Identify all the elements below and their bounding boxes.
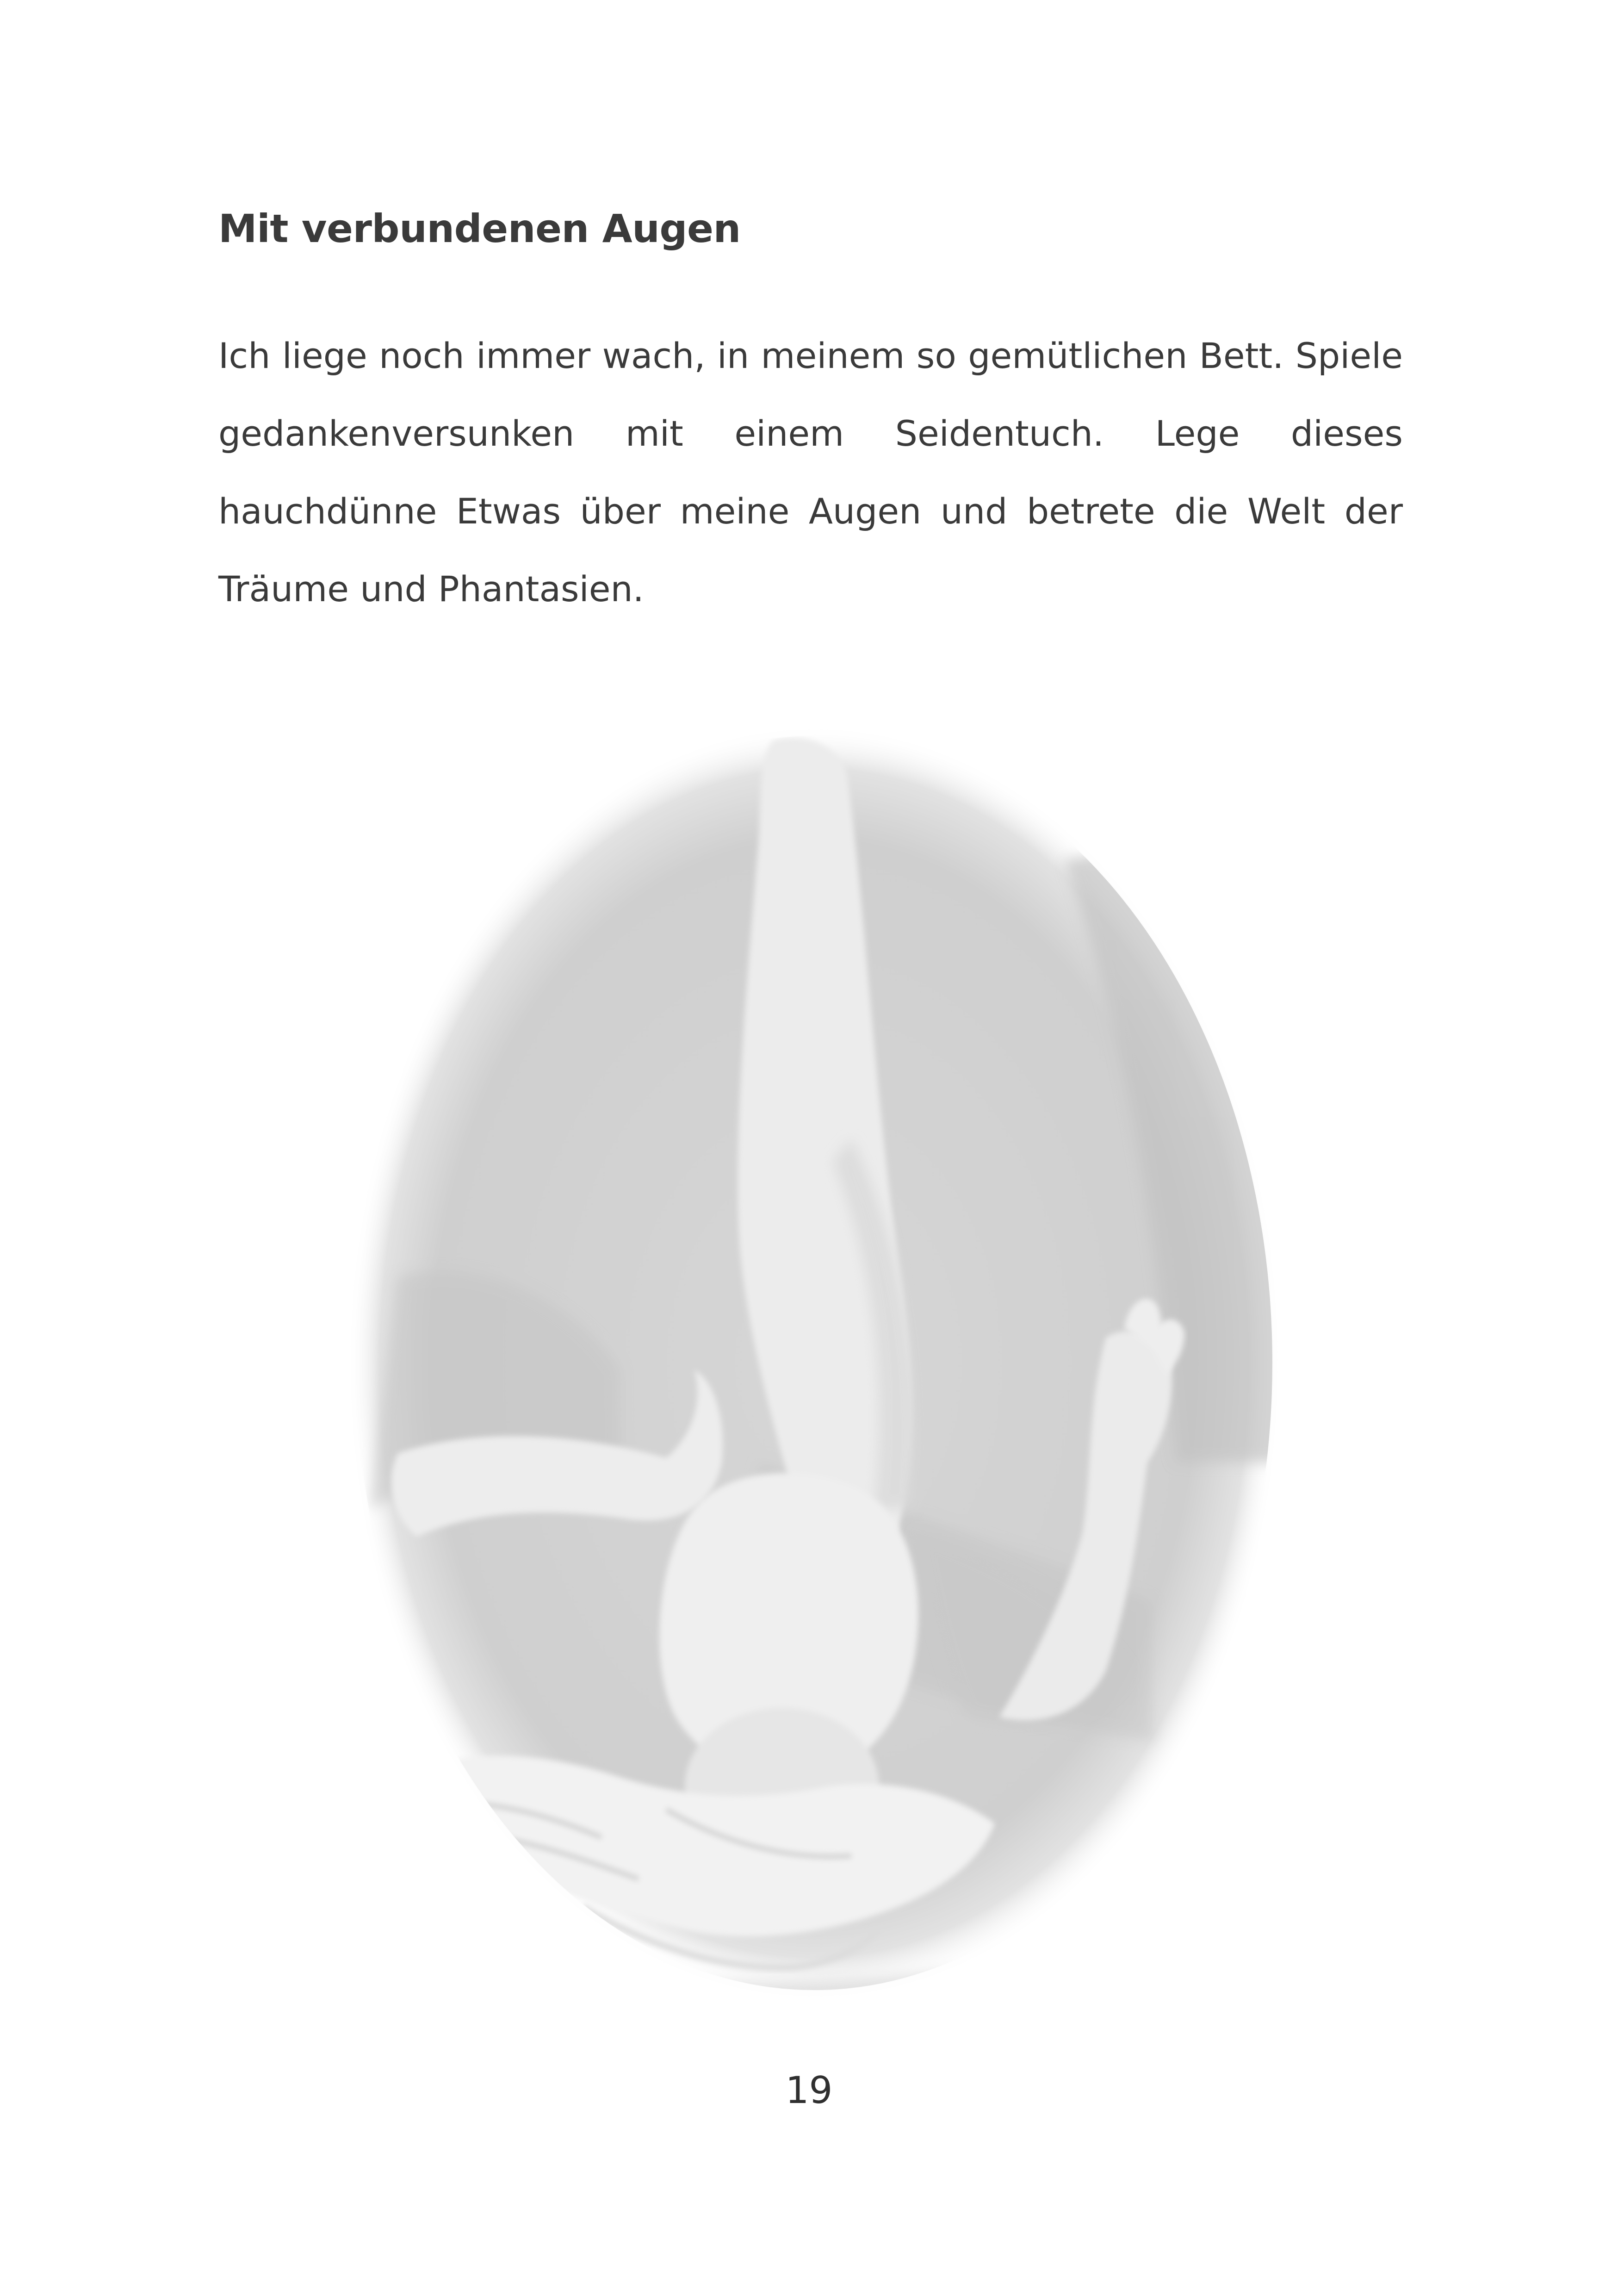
vignette-figure-icon bbox=[342, 722, 1286, 2004]
body-paragraph: Ich liege noch immer wach, in meinem so gemütlichen Bett. Spiele gedankenversunken mit einem Seidentuch. Lege dieses hauchdünne Etwas über meine Augen und betrete die Welt der Träume und Phantasien. bbox=[218, 335, 1403, 610]
page-number: 19 bbox=[785, 2069, 833, 2112]
oval-vignette-illustration bbox=[342, 722, 1286, 2004]
chapter-title: Mit verbundenen Augen bbox=[218, 206, 741, 251]
